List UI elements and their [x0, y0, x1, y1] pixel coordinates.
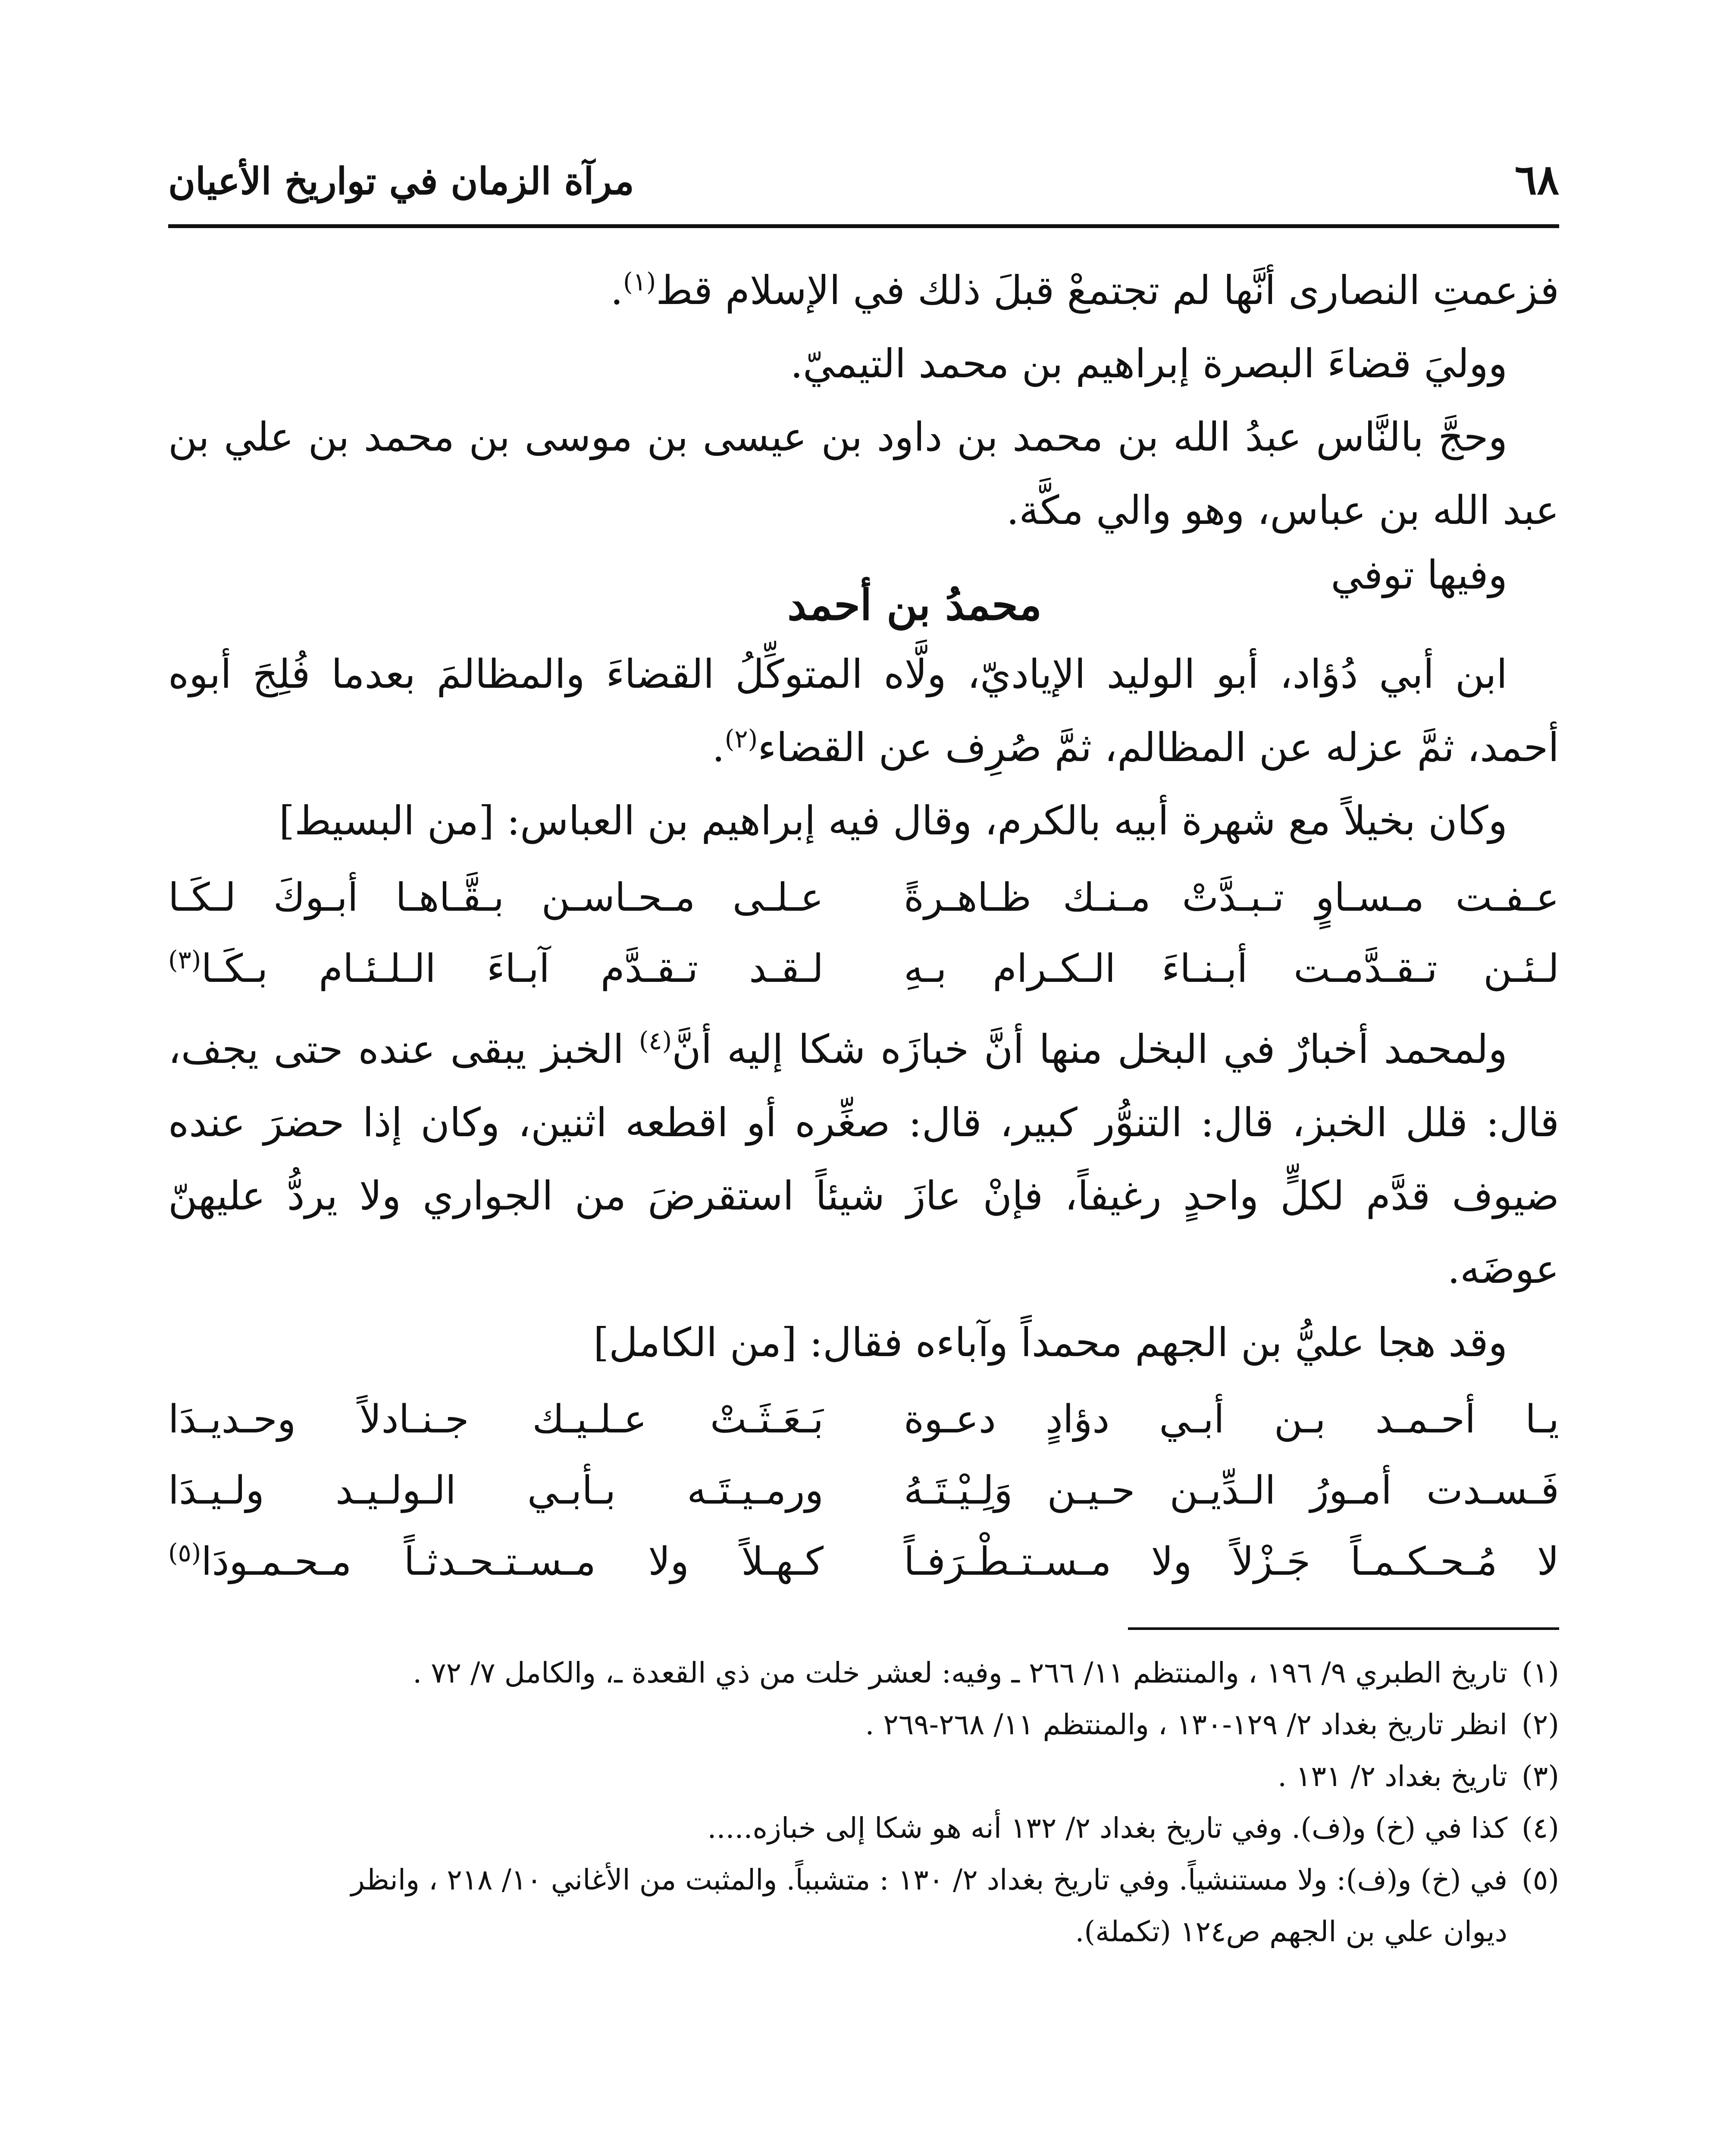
- poem-1-intro: [168, 784, 1559, 858]
- footnote-number: (٤): [1522, 1811, 1559, 1845]
- biography-paragraph-1: [168, 638, 1559, 784]
- hemistich-left-text: لـقـد تـقـدَّم آبـاءَ الـلـئـام بـكَـا: [201, 946, 824, 991]
- hemistich-left-text: بَـعَـثَـتْ عـلـيـك جـنـادلاً وحـديـدَا: [168, 1397, 824, 1442]
- footnote-text: في (خ) و(ف): ولا مستنشياً. وفي تاريخ بغداد ٢/ ١٣٠ : متشبباً. والمثبت من الأغاني ١٠/ ٢١٨ ، وانظر: [351, 1863, 1507, 1896]
- page-number: ٦٨: [1514, 155, 1559, 204]
- poem-2-intro: [168, 1306, 1559, 1379]
- poem-2-intro-text: وقد هجا عليُّ بن الجهم محمداً وآباءه فقال:: [809, 1319, 1507, 1366]
- book-page: [168, 142, 1559, 2156]
- footnote-ref-4[interactable]: (٤): [639, 1026, 672, 1056]
- book-title: مرآة الزمان في تواريخ الأعيان: [168, 160, 634, 203]
- hemistich-right: لـئـن تـقـدَّمـت أبـنـاءَ الـكـرام بـهِ: [904, 946, 1559, 991]
- footnote-number: (١): [1522, 1656, 1559, 1689]
- footnote-ref-1[interactable]: (١): [623, 267, 656, 297]
- footnote-ref-2[interactable]: (٢): [724, 724, 758, 754]
- footnotes: [168, 1647, 1559, 1958]
- death-intro: وفيها توفي: [1331, 552, 1507, 598]
- footnote-ref-3[interactable]: (٣): [168, 945, 201, 975]
- hemistich-left: [168, 1397, 824, 1442]
- footnote-ref-5[interactable]: (٥): [168, 1538, 201, 1567]
- hemistich-right: لا مُـحـكـمـاً جَـزْلاً ولا مـسـتـطْـرَفـاً: [904, 1539, 1559, 1584]
- hemistich-right: يـا أحـمـد بـن أبـي دؤادٍ دعـوة: [904, 1397, 1559, 1442]
- poem-1-verse-1: [168, 862, 1559, 933]
- footnote-text: كذا في (خ) و(ف). وفي تاريخ بغداد ٢/ ١٣٢ أنه هو شكا إلى خبازه.....: [707, 1811, 1507, 1845]
- footnote-text: انظر تاريخ بغداد ٢/ ١٢٩-١٣٠ ، والمنتظم ١١/ ٢٦٨-٢٦٩ .: [865, 1708, 1507, 1741]
- poem-1-meter: [من البسيط]: [279, 798, 494, 844]
- footnote-1: [168, 1647, 1559, 1699]
- poem-2-verse-2: [168, 1455, 1559, 1526]
- intro-line-1-text: فزعمتِ النصارى أنَّها لم تجتمعْ قبلَ ذلك في الإسلام قط: [656, 267, 1559, 313]
- hemistich-left: [168, 946, 824, 991]
- main-text: [168, 254, 1559, 1597]
- running-header: [168, 142, 1559, 228]
- anecdote-part-1: ولمحمد أخبارٌ في البخل منها أنَّ خبازَه شكا إليه أنَّ: [672, 1026, 1507, 1072]
- poem-1-intro-text: وكان بخيلاً مع شهرة أبيه بالكرم، وقال فيه إبراهيم بن العباس:: [507, 798, 1507, 844]
- intro-line-1: [168, 254, 1559, 327]
- poem-1-verse-2: [168, 933, 1559, 1004]
- biography-paragraph-1-end: .: [712, 724, 725, 771]
- footnote-divider: [1128, 1627, 1559, 1630]
- footnote-text: تاريخ الطبري ٩/ ١٩٦ ، والمنتظم ١١/ ٢٦٦ ـ وفيه: لعشر خلت من ذي القعدة ـ، والكامل ٧/ ٧٢ .: [413, 1656, 1507, 1689]
- footnote-5-continuation: ديوان علي بن الجهم ص١٢٤ (تكملة).: [1075, 1915, 1507, 1948]
- biography-paragraph-1-text: ابن أبي دُؤاد، أبو الوليد الإياديّ، ولَّاه المتوكِّلُ القضاءَ والمظالمَ بعدما فُلِجَ أبوه أحمد، ثمَّ عزله عن المظالم، ثمَّ صُرِف عن القضاء: [168, 651, 1559, 771]
- death-notice: [168, 547, 1559, 638]
- poem-2: [168, 1384, 1559, 1597]
- footnote-3: [168, 1751, 1559, 1802]
- intro-line-1-end: .: [610, 267, 623, 313]
- poem-2-verse-1: [168, 1384, 1559, 1455]
- footnote-number: (٥): [1522, 1863, 1559, 1896]
- hemistich-left-text: عـلـى مـحـاسـن بـقَّـاهـا أبـوكَ لـكَـا: [168, 875, 824, 920]
- hemistich-left: [168, 1468, 824, 1513]
- hemistich-left: [168, 1539, 824, 1584]
- footnote-5: [168, 1854, 1559, 1906]
- hemistich-right: فَـسـدت أمـورُ الـدِّيـن حـيـن وَلِـيْـتَـهُ: [904, 1468, 1559, 1513]
- hemistich-left-text: كـهـلاً ولا مـسـتـحـدثـاً مـحـمـودَا: [201, 1539, 824, 1584]
- intro-line-2: ووليَ قضاءَ البصرة إبراهيم بن محمد التيميّ.: [790, 341, 1507, 387]
- hemistich-right: عـفـت مـسـاوٍ تـبـدَّتْ مـنـك ظـاهـرةً: [904, 875, 1559, 920]
- poem-1: [168, 862, 1559, 1004]
- poem-2-verse-3: [168, 1526, 1559, 1597]
- poem-2-meter: [من الكامل]: [593, 1319, 797, 1366]
- footnote-4: [168, 1802, 1559, 1854]
- footnote-2: [168, 1699, 1559, 1751]
- anecdote-part-2: الخبز يبقى عنده حتى يجف، قال: قلل الخبز، قال: التنوُّر كبير، قال: صغِّره أو اقطعه اثنين، وكان إذا حضرَ عنده ضيوف قدَّم لكلٍّ واحدٍ رغيفاً، فإنْ عازَ شيئاً استقرضَ من الجواري ولا يردُّ عليهنّ عوضَه.: [168, 1026, 1559, 1292]
- intro-paragraph-3: وحجَّ بالنَّاس عبدُ الله بن محمد بن داود بن عيسى بن موسى بن محمد بن علي بن عبد الله بن عباس، وهو والي مكَّة.: [168, 414, 1559, 533]
- hemistich-left-text: ورمـيـتَـه بـأبـي الـولـيـد ولـيـدَا: [168, 1468, 824, 1513]
- footnote-number: (٣): [1522, 1760, 1559, 1793]
- footnote-text: تاريخ بغداد ٢/ ١٣١ .: [1278, 1760, 1507, 1793]
- footnote-number: (٢): [1522, 1708, 1559, 1741]
- anecdote-paragraph: [168, 1013, 1559, 1306]
- hemistich-left: [168, 875, 824, 920]
- biography-heading: محمدُ بن أحمد: [787, 580, 1042, 630]
